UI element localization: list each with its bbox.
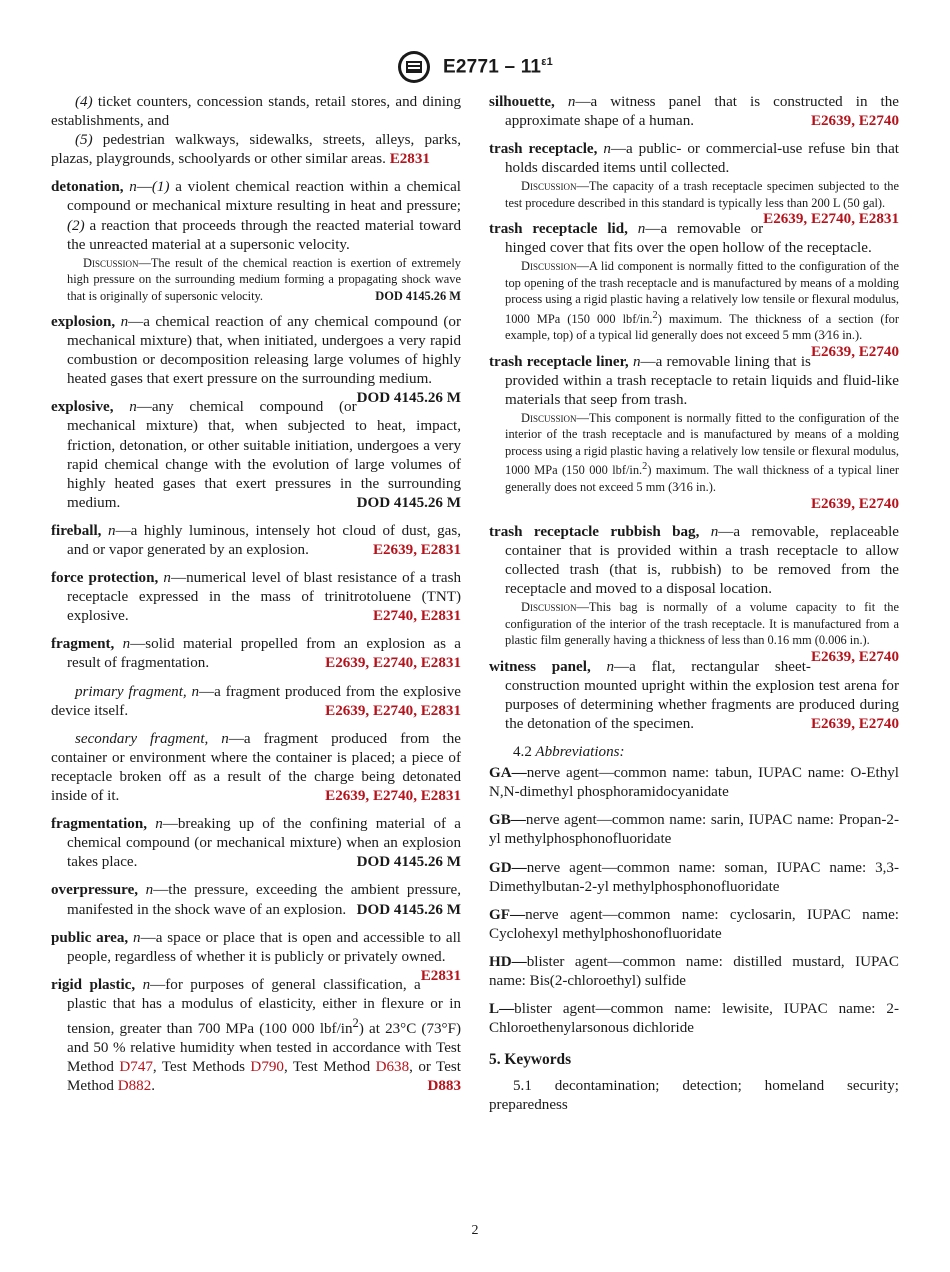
definition-secondary-fragment: secondary fragment, n—a fragment produced from the container or environment where the container is placed; a piece of receptacle broken off as a result of the charge being detonated inside of it. E2639, E2740, E2831	[51, 730, 461, 805]
link-d882[interactable]: D882	[117, 1078, 152, 1095]
link-d638[interactable]: D638	[375, 1059, 410, 1076]
link-d747[interactable]: D747	[119, 1059, 153, 1076]
definition-public-area: public area, n—a space or place that is open and accessible to all people, regardless of whether it is publicly or privately owned. E2831	[51, 929, 461, 984]
definition-fragment: fragment, n—solid material propelled from an explosion as a result of fragmentation. E2639, E2740, E2831	[51, 636, 461, 672]
abbreviation-hd: HD—blister agent—common name: distilled mustard, IUPAC name: Bis(2-chloroethyl) sulfide	[489, 953, 899, 989]
definition-detonation: detonation, n—(1) a violent chemical reaction within a chemical compound or mechanical mixture resulting in heat and pressure; (2) a reaction that proceeds through the reacted material toward the unreacted material at a supersonic velocity. Discussion—The result of the chemical reaction is exertion of extremely high pressure on the surrounding medium forming a propagating shock wave that is originally of supersonic velocity. DOD 4145.26 M	[51, 179, 461, 303]
definition-fireball: fireball, n—a highly luminous, intensely hot cloud of dust, gas, and or vapor generated by an explosion. E2639, E2831	[51, 522, 462, 558]
definition-trash-receptacle-lid: trash receptacle lid, n—a removable or hinged cover that fits over the open hollow of the receptacle. Discussion—A lid component is normally fitted to the configuration of the top opening of the trash receptacle and is manufactured by means of a molding process using a rigid plastic having a relatively low tensile or flexural modulus, 1000 MPa (150 000 lbf/in.$^2$) maximum. The thickness of a section (for example, top) of a typical lid generally does not exceed 5 mm (3⁄16 in.). E2639, E2740	[489, 221, 899, 360]
discussion: Discussion—This component is normally fitted to the configuration of the interior of the trash receptacle and is manufactured by means of a molding process using a rigid plastic having a relatively low tensile or flexural modulus, 1000 MPa (150 000 lbf/in.$^2$) maximum. The wall thickness of a typical liner generally does not exceed 5 mm (3⁄16 in.).	[505, 410, 900, 494]
abbreviation-ga: GA—nerve agent—common name: tabun, IUPAC name: O-Ethyl N,N-dimethyl phosphoramidocyanidate	[489, 765, 899, 801]
abbreviation-gb: GB—nerve agent—common name: sarin, IUPAC name: Propan-2-yl methylphosphonofluoridate	[489, 812, 899, 848]
definition-explosive: explosive, n—any chemical compound (or mechanical mixture) that, when subjected to heat, impact, friction, detonation, or other suitable initiation, undergoes a very rapid chemical change with the evolution of large volumes of highly heated gases that exert pressures in the surrounding medium. DOD 4145.26 M	[51, 399, 461, 511]
keywords-heading: 5. Keywords	[489, 1051, 572, 1069]
abbreviation-gf: GF—nerve agent—common name: cyclosarin, IUPAC name: Cyclohexyl methylphoshonofluoridate	[489, 906, 899, 942]
definition-explosion: explosion, n—a chemical reaction of any chemical compound (or mechanical mixture) that, when initiated, undergoes a very rapid combustion or decomposition releasing large volumes of highly heated gases that exert pressure on the surrounding medium. DOD 4145.26 M	[51, 313, 461, 407]
definition-primary-fragment: primary fragment, n—a fragment produced from the explosive device itself. E2639, E2740, E2831	[51, 683, 461, 719]
astm-logo-icon	[397, 50, 431, 84]
definition-witness-panel: witness panel, n—a flat, rectangular sheet-construction mounted upright within the explosion test arena for purposes of determining whether fragments are produced during the detonation of the specimen. E2639, E2740	[489, 658, 899, 732]
abbreviations-heading: 4.2 Abbreviations:	[513, 744, 625, 761]
page-number: 2	[471, 1223, 479, 1238]
definition-fragmentation: fragmentation, n—breaking up of the confining material of a chemical compound (or mechanical mixture) when an explosion takes place. DOD 4145.26 M	[51, 816, 461, 871]
reference: E2831	[389, 151, 430, 168]
abbreviation-l: L—blister agent—common name: lewisite, IUPAC name: 2-Chloroethenylarsonous dichloride	[489, 1001, 899, 1037]
right-column	[489, 93, 899, 1116]
definition-rigid-plastic: rigid plastic, n—for purposes of general classification, a plastic that has a modulus of elasticity, either in flexure or in tension, greater than 700 MPa (100 000 lbf/$in^2$) at 23°C (73°F) and 50 % relative humidity when tested in accordance with Test Method D747, Test Methods D790, Test Method D638, or Test Method D882. D883	[51, 976, 461, 1095]
page-header	[0, 50, 950, 84]
standard-designation: $E2771 - 11^{\varepsilon 1}$	[443, 55, 553, 78]
definition-overpressure: overpressure, n—the pressure, exceeding the ambient pressure, manifested in the shock wave of an explosion. DOD 4145.26 M	[51, 882, 461, 918]
definition-trash-receptacle: trash receptacle, n—a public- or commercial-use refuse bin that holds discarded items until collected. Discussion—The capacity of a trash receptacle specimen subjected to the test procedure described in this standard is typically less than 200 L (50 gal). E2639, E2740, E2831	[489, 141, 899, 228]
keywords-text: 5.1 decontamination; detection; homeland security; preparedness	[489, 1078, 899, 1114]
list-item-5: (5) pedestrian walkways, sidewalks, streets, alleys, parks, plazas, playgrounds, schoolyards or other similar areas. E2831	[51, 132, 461, 168]
definition-force-protection: force protection, n—numerical level of blast resistance of a trash receptacle expressed in the mass of trinitrotoluene (TNT) explosive. E2740, E2831	[51, 570, 461, 625]
definition-silhouette: silhouette, n—a witness panel that is constructed in the approximate shape of a human. E2639, E2740	[489, 94, 899, 130]
discussion: Discussion—This bag is normally of a volume capacity to fit the configuration of the interior of the trash receptacle. It is manufactured from a plastic film generally having a thickness of less than 0.16 mm (0.006 in.). E2639, E2740	[505, 600, 899, 665]
discussion: Discussion—The result of the chemical reaction is exertion of extremely high pressure on the surrounding medium forming a propagating shock wave that is originally of supersonic velocity. DOD 4145.26 M	[67, 255, 461, 303]
definition-trash-receptacle-liner: trash receptacle liner, n—a removable lining that is provided within a trash receptacle to retain liquids and fluid-like materials that seep from trash. Discussion—This component is normally fitted to the configuration of the interior of the trash receptacle and is manufactured by means of a molding process using a rigid plastic having a relatively low tensile or flexural modulus, 1000 MPa (150 000 lbf/in.$^2$) maximum. The wall thickness of a typical liner generally does not exceed 5 mm (3⁄16 in.). E2639, E2740	[489, 353, 900, 512]
link-d790[interactable]: D790	[250, 1059, 284, 1076]
left-column	[51, 93, 461, 1105]
list-item-4: (4) ticket counters, concession stands, retail stores, and dining establishments, and	[51, 94, 461, 130]
definition-trash-receptacle-rubbish-bag: trash receptacle rubbish bag, n—a removable, replaceable container that is provided within a trash receptacle to allow collected trash (that is, rubbish) to be removed from the receptacle and moved to a disposal location. Discussion—This bag is normally of a volume capacity to fit the configuration of the interior of the trash receptacle. It is manufactured from a plastic film generally having a thickness of less than 0.16 mm (0.006 in.). E2639, E2740	[489, 524, 899, 665]
discussion: Discussion—A lid component is normally fitted to the configuration of the top opening of the trash receptacle and is manufactured by means of a molding process using a rigid plastic having a relatively low tensile or flexural modulus, 1000 MPa (150 000 lbf/in.$^2$) maximum. The thickness of a section (for example, top) of a typical lid generally does not exceed 5 mm (3⁄16 in.). E2639, E2740	[505, 259, 899, 360]
abbreviation-gd: GD—nerve agent—common name: soman, IUPAC name: 3,3-Dimethylbutan-2-yl methylphosphonofluoridate	[489, 859, 899, 895]
discussion: Discussion—The capacity of a trash receptacle specimen subjected to the test procedure described in this standard is typically less than 200 L (50 gal). E2639, E2740, E2831	[505, 179, 899, 228]
